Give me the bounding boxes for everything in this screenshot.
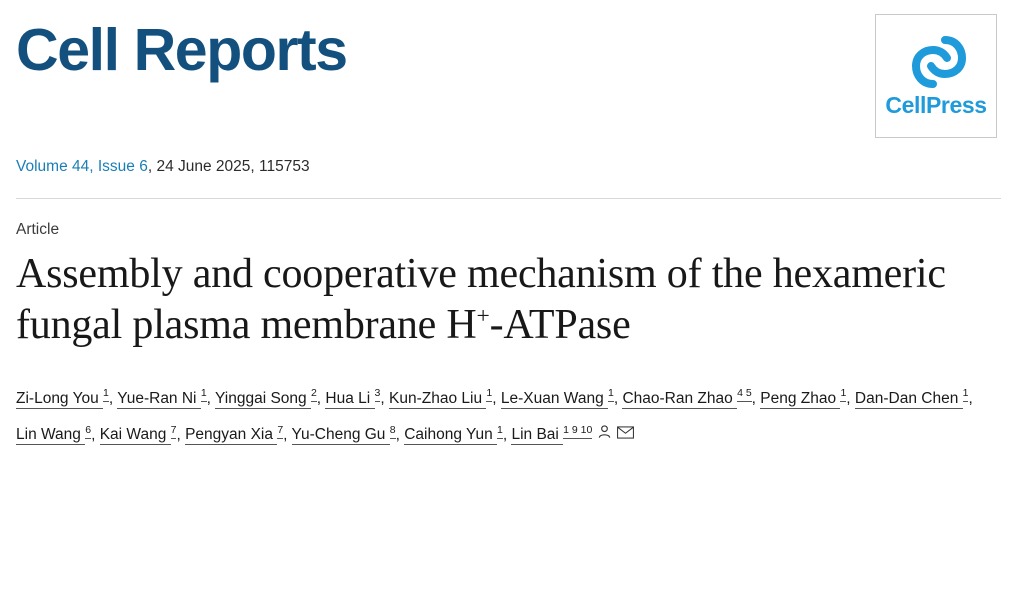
author-affiliation-marker[interactable]: 1: [963, 387, 969, 402]
journal-title: Cell Reports: [16, 17, 347, 83]
author-affiliation-marker[interactable]: 1: [497, 424, 503, 439]
author-affiliation-marker[interactable]: 1: [103, 387, 109, 402]
author-separator: ,: [176, 426, 186, 444]
document-type-label: Article: [16, 221, 60, 238]
author-separator: ,: [395, 426, 405, 444]
author-name[interactable]: Dan-Dan Chen: [854, 389, 963, 407]
author-entry[interactable]: [500, 387, 614, 407]
page-title: [16, 249, 1001, 351]
author-affiliation-marker[interactable]: 1: [201, 387, 207, 402]
cellpress-logo[interactable]: [875, 14, 997, 138]
author-affiliation-marker[interactable]: 1: [608, 387, 614, 402]
envelope-icon[interactable]: [617, 417, 634, 453]
author-name[interactable]: Lin Wang: [16, 426, 86, 444]
author-entry[interactable]: [215, 387, 317, 407]
masthead: [0, 0, 1017, 148]
author-entry[interactable]: [185, 426, 283, 443]
author-entry[interactable]: [117, 387, 207, 407]
author-name[interactable]: Hua Li: [325, 389, 375, 407]
author-separator: ,: [492, 389, 501, 407]
author-affiliation-marker[interactable]: 8: [390, 424, 396, 439]
article-block: [0, 221, 1017, 454]
author-name[interactable]: Kun-Zhao Liu: [389, 389, 487, 407]
author-affiliation-marker[interactable]: 7: [171, 424, 177, 439]
author-name[interactable]: Lin Bai: [511, 426, 564, 444]
author-separator: ,: [380, 389, 390, 407]
cellpress-logo-text: CellPress: [885, 91, 987, 118]
author-entry[interactable]: [760, 387, 847, 407]
author-list: [16, 381, 1001, 454]
author-affiliation-marker[interactable]: 1: [840, 387, 846, 402]
author-entry[interactable]: [511, 426, 592, 443]
author-separator: ,: [502, 426, 512, 444]
title-text-part1: Assembly and cooperative mechanism of the hexameric fungal plasma membrane H: [16, 251, 946, 348]
volume-issue-link[interactable]: Volume 44, Issue 6: [16, 158, 148, 175]
author-name[interactable]: Caihong Yun: [404, 426, 497, 444]
author-entry[interactable]: [100, 426, 177, 443]
author-entry[interactable]: [16, 387, 109, 407]
cellpress-knot-icon: [909, 34, 969, 90]
author-name[interactable]: Le-Xuan Wang: [500, 389, 608, 407]
author-entry[interactable]: [292, 426, 396, 443]
title-superscript: +: [476, 302, 490, 329]
author-affiliation-marker[interactable]: 4 5: [737, 387, 752, 402]
person-icon[interactable]: [597, 417, 612, 453]
author-affiliation-marker[interactable]: 6: [85, 424, 91, 439]
author-affiliation-marker[interactable]: 1 9 10: [563, 424, 592, 439]
author-name[interactable]: Yue-Ran Ni: [117, 389, 201, 407]
issue-line: [0, 158, 1017, 176]
author-entry[interactable]: [325, 387, 381, 407]
author-entry[interactable]: [404, 426, 503, 443]
author-entry[interactable]: [854, 387, 969, 407]
author-separator: ,: [846, 389, 855, 407]
author-separator: ,: [283, 426, 292, 444]
title-text-part2: -ATPase: [489, 301, 631, 348]
author-entry[interactable]: [16, 426, 91, 443]
author-separator: ,: [613, 389, 623, 407]
author-separator: ,: [91, 426, 100, 444]
author-separator: ,: [751, 389, 761, 407]
author-affiliation-marker[interactable]: 3: [375, 387, 381, 402]
author-affiliation-marker[interactable]: 7: [277, 424, 283, 439]
author-name[interactable]: Kai Wang: [99, 426, 171, 444]
author-separator: ,: [968, 389, 973, 407]
header-divider: [16, 198, 1001, 199]
author-name[interactable]: Pengyan Xia: [185, 426, 278, 444]
author-separator: ,: [206, 389, 215, 407]
article-number: 115753: [259, 158, 310, 175]
author-separator: ,: [316, 389, 326, 407]
author-name[interactable]: Yinggai Song: [215, 389, 311, 407]
author-name[interactable]: Yu-Cheng Gu: [291, 426, 390, 444]
issue-date: , 24 June 2025,: [147, 158, 260, 175]
author-entry[interactable]: [389, 387, 493, 407]
author-affiliation-marker[interactable]: 2: [311, 387, 317, 402]
author-name[interactable]: Chao-Ran Zhao: [622, 389, 738, 407]
author-affiliation-marker[interactable]: 1: [486, 387, 492, 402]
author-name[interactable]: Peng Zhao: [760, 389, 841, 407]
author-separator: ,: [108, 389, 118, 407]
author-name[interactable]: Zi-Long You: [16, 389, 104, 407]
author-entry[interactable]: [622, 387, 752, 407]
